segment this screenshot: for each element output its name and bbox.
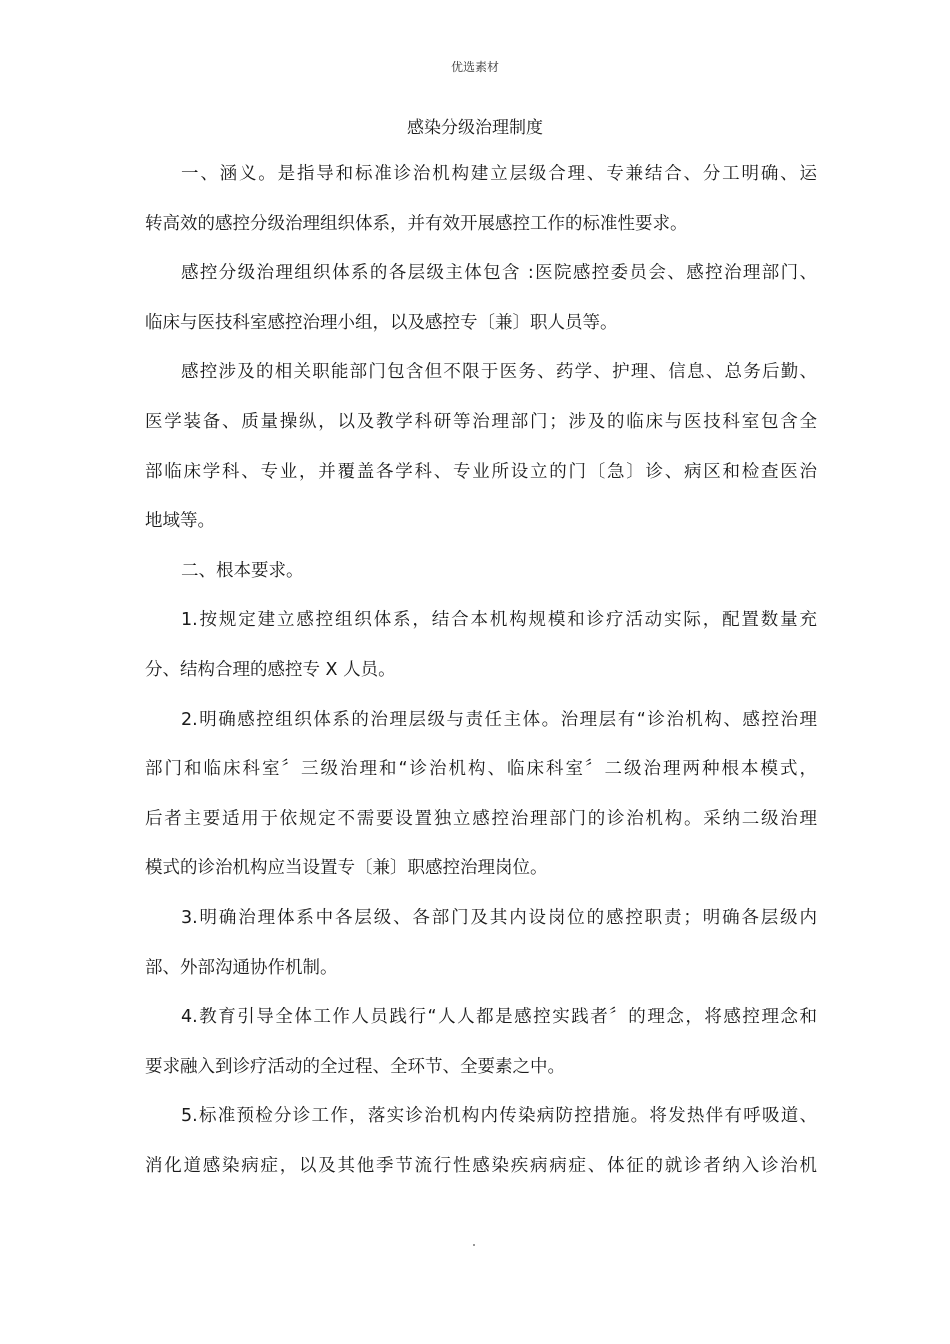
body-line: 感控分级治理组织体系的各层级主体包含 :医院感控委员会、感控治理部门、 xyxy=(181,263,817,284)
document-title: 感染分级治理制度 xyxy=(407,118,543,138)
body-line: 后者主要适用于依规定不需要设置独立感控治理部门的诊治机构。采纳二级治理 xyxy=(145,808,817,829)
body-line: 5.标准预检分诊工作，落实诊治机构内传染病防控措施。将发热伴有呼吸道、 xyxy=(181,1106,817,1127)
body-line: 医学装备、质量操纵，以及教学科研等治理部门；涉及的临床与医技科室包含全 xyxy=(145,411,817,432)
body-line: 模式的诊治机构应当设置专〔兼〕职感控治理岗位。 xyxy=(145,858,548,879)
body-line: 二、根本要求。 xyxy=(181,560,304,581)
body-line: 地域等。 xyxy=(145,511,215,532)
footer-mark xyxy=(473,1244,475,1246)
body-line: 1.按规定建立感控组织体系，结合本机构规模和诊疗活动实际，配置数量充 xyxy=(181,610,817,631)
body-line: 部门和临床科室〞三级治理和“诊治机构、临床科室〞二级治理两种根本模式， xyxy=(145,759,817,780)
document-body xyxy=(145,150,817,1191)
body-line: 一、涵义。是指导和标准诊治机构建立层级合理、专兼结合、分工明确、运 xyxy=(181,164,817,184)
body-line: 3.明确治理体系中各层级、各部门及其内设岗位的感控职责；明确各层级内 xyxy=(181,907,817,928)
body-line: 分、结构合理的感控专 X 人员。 xyxy=(145,659,396,680)
body-line: 临床与医技科室感控治理小组，以及感控专〔兼〕职人员等。 xyxy=(145,312,618,333)
body-line: 消化道感染病症，以及其他季节流行性感染疾病病症、体征的就诊者纳入诊治机 xyxy=(145,1155,817,1176)
body-line: 部、外部沟通协作机制。 xyxy=(145,957,338,978)
page-header: 优选素材 xyxy=(450,60,499,74)
body-line: 部临床学科、专业，并覆盖各学科、专业所设立的门〔急〕诊、病区和检查医治 xyxy=(145,461,817,482)
body-line: 4.教育引导全体工作人员践行“人人都是感控实践者〞的理念，将感控理念和 xyxy=(181,1007,817,1028)
body-line: 2.明确感控组织体系的治理层级与责任主体。治理层有“诊治机构、感控治理 xyxy=(181,709,817,730)
body-line: 感控涉及的相关职能部门包含但不限于医务、药学、护理、信息、总务后勤、 xyxy=(181,362,817,383)
body-line: 要求融入到诊疗活动的全过程、全环节、全要素之中。 xyxy=(145,1056,565,1077)
body-line: 转高效的感控分级治理组织体系，并有效开展感控工作的标准性要求。 xyxy=(145,213,688,234)
